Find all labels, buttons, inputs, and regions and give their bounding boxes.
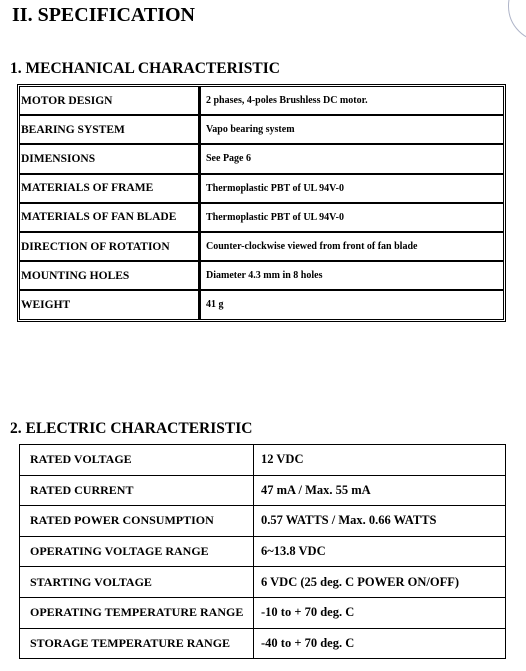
spec-label: RATED POWER CONSUMPTION: [20, 506, 254, 537]
spec-value: Vapo bearing system: [199, 115, 504, 144]
spec-label: DIRECTION OF ROTATION: [19, 232, 199, 261]
table-row: [20, 476, 506, 507]
table-row: [19, 203, 504, 232]
table-row: [20, 567, 506, 598]
table-row: [19, 174, 504, 203]
table-row: [20, 445, 506, 476]
spec-value: Diameter 4.3 mm in 8 holes: [199, 261, 504, 290]
spec-value: 2 phases, 4-poles Brushless DC motor.: [199, 86, 504, 115]
spec-value: Thermoplastic PBT of UL 94V-0: [199, 174, 504, 203]
table-row: [20, 629, 506, 660]
table-row: [19, 144, 504, 173]
spec-label: MOTOR DESIGN: [19, 86, 199, 115]
mechanical-section-title: 1. MECHANICAL CHARACTERISTIC: [10, 60, 280, 77]
table-row: [20, 598, 506, 629]
electric-section-title: 2. ELECTRIC CHARACTERISTIC: [10, 420, 253, 437]
table-row: [19, 232, 504, 261]
table-row: [19, 261, 504, 290]
spec-value: Thermoplastic PBT of UL 94V-0: [199, 203, 504, 232]
spec-label: WEIGHT: [19, 290, 199, 319]
table-row: [19, 86, 504, 115]
spec-value: 6~13.8 VDC: [254, 537, 506, 568]
table-row: [20, 537, 506, 568]
spec-value: 6 VDC (25 deg. C POWER ON/OFF): [254, 567, 506, 598]
page-heading: II. SPECIFICATION: [12, 4, 195, 26]
spec-value: 47 mA / Max. 55 mA: [254, 476, 506, 507]
spec-label: OPERATING TEMPERATURE RANGE: [20, 598, 254, 629]
spec-label: STORAGE TEMPERATURE RANGE: [20, 629, 254, 660]
spec-value: Counter-clockwise viewed from front of fan blade: [199, 232, 504, 261]
table-row: [20, 506, 506, 537]
spec-label: BEARING SYSTEM: [19, 115, 199, 144]
corner-decoration: [508, 0, 526, 42]
electric-spec-table: [19, 444, 506, 659]
spec-label: RATED CURRENT: [20, 476, 254, 507]
spec-label: DIMENSIONS: [19, 144, 199, 173]
spec-label: OPERATING VOLTAGE RANGE: [20, 537, 254, 568]
spec-value: 41 g: [199, 290, 504, 319]
spec-label: MATERIALS OF FAN BLADE: [19, 203, 199, 232]
spec-label: STARTING VOLTAGE: [20, 567, 254, 598]
spec-label: RATED VOLTAGE: [20, 445, 254, 476]
spec-label: MOUNTING HOLES: [19, 261, 199, 290]
spec-value: See Page 6: [199, 144, 504, 173]
spec-value: -10 to + 70 deg. C: [254, 598, 506, 629]
spec-label: MATERIALS OF FRAME: [19, 174, 199, 203]
spec-value: -40 to + 70 deg. C: [254, 629, 506, 660]
table-row: [19, 290, 504, 319]
mechanical-spec-table: [17, 84, 506, 322]
spec-value: 12 VDC: [254, 445, 506, 476]
spec-value: 0.57 WATTS / Max. 0.66 WATTS: [254, 506, 506, 537]
table-row: [19, 115, 504, 144]
